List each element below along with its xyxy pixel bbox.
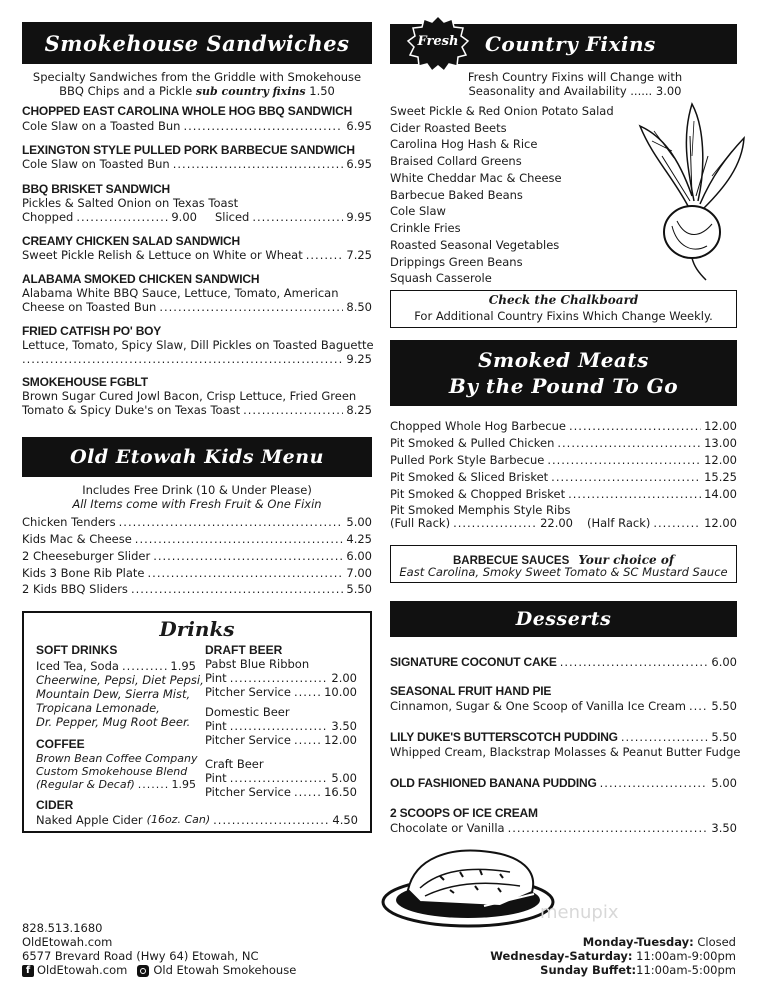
meat-price: 13.00 <box>704 436 737 450</box>
hours-days: Sunday Buffet: <box>540 963 637 977</box>
beer-pitcher-row <box>205 785 357 799</box>
sandwiches-title: Smokehouse Sandwiches <box>44 30 350 56</box>
dessert-row <box>390 776 737 790</box>
sandwich-price: 8.25 <box>346 403 372 417</box>
dessert-row <box>390 655 737 669</box>
beer-name: Pabst Blue Ribbon <box>205 657 310 671</box>
dessert-desc: Whipped Cream, Blackstrap Molasses & Peanut Butter Fudge <box>390 745 741 759</box>
cider-heading: CIDER <box>36 798 74 812</box>
dessert-row <box>390 730 737 744</box>
beer-pint: Pint <box>205 771 227 785</box>
sandwich-name: FRIED CATFISH PO' BOY <box>22 324 162 338</box>
sandwich-desc: Pickles & Salted Onion on Texas Toast <box>22 196 239 210</box>
sandwich-row <box>22 248 372 262</box>
sandwiches-intro-line2-wrap <box>22 84 372 99</box>
kids-item-price: 7.00 <box>346 566 372 580</box>
sandwich-option: Sliced <box>214 210 250 224</box>
soft-drinks-heading: SOFT DRINKS <box>36 643 118 657</box>
chalkboard-text: For Additional Country Fixins Which Change Weekly. <box>414 309 713 323</box>
cider-row <box>36 813 358 827</box>
kids-item-price: 6.00 <box>346 549 372 563</box>
fixins-note1: Fresh Country Fixins will Change with <box>467 70 683 84</box>
sandwich-name: LEXINGTON STYLE PULLED PORK BARBECUE SANDWICH <box>22 143 355 157</box>
hours-time: 11:00am-9:00pm <box>636 949 736 963</box>
beer-pint-price: 3.50 <box>331 719 357 733</box>
meat-item <box>390 487 737 501</box>
fixins-notes <box>420 70 730 98</box>
coffee-line: Custom Smokehouse Blend <box>36 765 188 778</box>
kids-item <box>22 515 372 529</box>
kids-item-price: 5.50 <box>346 582 372 596</box>
ribs-full-price: 22.00 <box>540 516 573 530</box>
sandwich-price: 8.50 <box>346 300 372 314</box>
kids-item <box>22 532 372 546</box>
dessert-row <box>390 821 737 835</box>
ribs-half: (Half Rack) <box>587 516 651 530</box>
beer-pitcher-price: 12.00 <box>324 733 357 747</box>
fresh-label: Fresh <box>417 34 459 49</box>
meat-item <box>390 419 737 433</box>
fixin-item: Squash Casserole <box>390 271 492 285</box>
sandwich-name: CHOPPED EAST CAROLINA WHOLE HOG BBQ SANDWICH <box>22 104 353 118</box>
fixin-item: Cider Roasted Beets <box>390 121 507 135</box>
fixin-item: Roasted Seasonal Vegetables <box>390 238 560 252</box>
fixin-item: Barbecue Baked Beans <box>390 188 523 202</box>
meat-name: Pit Smoked & Pulled Chicken <box>390 436 555 450</box>
sandwiches-banner <box>22 22 372 64</box>
beer-pint-price: 5.00 <box>331 771 357 785</box>
soft-drinks-list: Mountain Dew, Sierra Mist, <box>36 687 191 701</box>
kids-item <box>22 549 372 563</box>
sandwich-name: BBQ BRISKET SANDWICH <box>22 182 170 196</box>
instagram-icon[interactable] <box>137 965 149 977</box>
footer-website[interactable]: OldEtowah.com <box>22 935 113 949</box>
dessert-price: 5.00 <box>711 776 737 790</box>
soft-drinks-list: Tropicana Lemonade, <box>36 701 160 715</box>
meat-price: 12.00 <box>704 419 737 433</box>
coffee-row <box>36 778 196 792</box>
pie-illustration <box>380 840 560 930</box>
sauces-choice: Your choice of <box>578 553 675 567</box>
beer-name: Craft Beer <box>205 757 264 771</box>
meat-name: Pulled Pork Style Barbecue <box>390 453 545 467</box>
sandwiches-intro-price: 1.50 <box>309 84 335 98</box>
ribs-half-price: 12.00 <box>704 516 737 530</box>
cider-price: 4.50 <box>332 813 358 827</box>
sandwich-row <box>22 157 372 171</box>
dessert-price: 6.00 <box>711 655 737 669</box>
dessert-price: 5.50 <box>711 730 737 744</box>
kids-item <box>22 582 372 596</box>
sandwiches-intro-sub: sub country fixins <box>195 85 306 98</box>
meat-price: 14.00 <box>704 487 737 501</box>
coffee-price: 1.95 <box>171 778 196 791</box>
beer-pint-row <box>205 719 357 733</box>
soft-drinks-row <box>36 659 196 673</box>
dessert-name: OLD FASHIONED BANANA PUDDING <box>390 776 597 790</box>
soft-drinks-price: 1.95 <box>170 659 196 673</box>
sandwich-price: 9.95 <box>346 210 372 224</box>
dessert-name: SEASONAL FRUIT HAND PIE <box>390 684 552 698</box>
dessert-price: 3.50 <box>711 821 737 835</box>
sandwich-desc: Alabama White BBQ Sauce, Lettuce, Tomato, American <box>22 286 339 300</box>
sandwiches-intro-line2: BBQ Chips and a Pickle <box>59 84 193 98</box>
footer-phone[interactable]: 828.513.1680 <box>22 921 103 935</box>
sandwich-row <box>22 352 372 366</box>
soft-drinks-list: Cheerwine, Pepsi, Diet Pepsi, <box>36 673 204 687</box>
soft-drinks-list: Dr. Pepper, Mug Root Beer. <box>36 715 191 729</box>
desserts-banner <box>390 601 737 637</box>
sandwich-desc: Lettuce, Tomato, Spicy Slaw, Dill Pickles on Toasted Baguette <box>22 338 374 352</box>
fixins-note2-wrap: Seasonality and Availability ...... 3.00 <box>468 84 682 98</box>
dessert-desc: Cinnamon, Sugar & One Scoop of Vanilla Ice Cream <box>390 699 686 713</box>
facebook-icon[interactable]: f <box>22 965 34 977</box>
kids-item-name: 2 Cheeseburger Slider <box>22 549 151 563</box>
sandwich-price: 9.00 <box>171 210 197 224</box>
beet-illustration <box>632 96 750 282</box>
ribs-full: (Full Rack) <box>390 516 451 530</box>
dessert-name: 2 SCOOPS OF ICE CREAM <box>390 806 538 820</box>
hours-row <box>490 950 736 963</box>
chalkboard-title: Check the Chalkboard <box>488 293 639 307</box>
sandwich-price: 6.95 <box>346 119 372 133</box>
cider-name: Naked Apple Cider <box>36 813 143 827</box>
sandwich-name: ALABAMA SMOKED CHICKEN SANDWICH <box>22 272 260 286</box>
sandwich-desc: Brown Sugar Cured Jowl Bacon, Crisp Lettuce, Fried Green <box>22 389 357 403</box>
beer-pint-row <box>205 771 357 785</box>
dessert-desc: Chocolate or Vanilla <box>390 821 505 835</box>
beer-name: Domestic Beer <box>205 705 290 719</box>
sauces-list: East Carolina, Smoky Sweet Tomato & SC Mustard Sauce <box>399 565 728 579</box>
kids-notes <box>22 483 372 511</box>
kids-item-name: 2 Kids BBQ Sliders <box>22 582 128 596</box>
fixins-note2: Seasonality and Availability <box>468 84 627 98</box>
fixin-item: Braised Collard Greens <box>390 154 522 168</box>
beer-pitcher: Pitcher Service <box>205 785 291 799</box>
beer-pitcher: Pitcher Service <box>205 685 291 699</box>
meats-banner <box>390 340 737 406</box>
kids-item-price: 5.00 <box>346 515 372 529</box>
beer-pitcher: Pitcher Service <box>205 733 291 747</box>
hours-days: Wednesday-Saturday: <box>490 949 633 963</box>
fixin-item: White Cheddar Mac & Cheese <box>390 171 562 185</box>
sandwich-price: 6.95 <box>346 157 372 171</box>
meat-item <box>390 470 737 484</box>
kids-banner <box>22 437 372 477</box>
fixin-item: Cole Slaw <box>390 204 446 218</box>
fixin-item: Sweet Pickle & Red Onion Potato Salad <box>390 104 614 118</box>
draft-beer-heading: DRAFT BEER <box>205 643 283 657</box>
beer-pint: Pint <box>205 671 227 685</box>
kids-title: Old Etowah Kids Menu <box>70 446 324 468</box>
kids-item-name: Chicken Tenders <box>22 515 116 529</box>
facebook-link[interactable]: OldEtowah.com <box>37 963 128 977</box>
beer-pitcher-price: 10.00 <box>324 685 357 699</box>
sandwich-option: Chopped <box>22 210 74 224</box>
meat-item <box>390 453 737 467</box>
sandwich-desc: Sweet Pickle Relish & Lettuce on White or Wheat <box>22 248 303 262</box>
sandwich-row <box>22 119 372 133</box>
sandwich-row <box>22 403 372 417</box>
ribs-row <box>390 516 737 530</box>
hours-row <box>540 964 736 977</box>
coffee-line: (Regular & Decaf) <box>36 778 135 791</box>
dessert-row <box>390 699 737 713</box>
sandwiches-intro-line1: Specialty Sandwiches from the Griddle with Smokehouse <box>32 70 362 84</box>
fixin-item: Crinkle Fries <box>390 221 461 235</box>
sandwich-row <box>22 210 372 224</box>
kids-item <box>22 566 372 580</box>
fresh-badge <box>406 14 470 74</box>
beer-pitcher-row <box>205 733 357 747</box>
drinks-title: Drinks <box>159 617 235 641</box>
coffee-heading: COFFEE <box>36 737 85 751</box>
sandwich-desc: Cheese on Toasted Bun <box>22 300 157 314</box>
sandwich-desc: Cole Slaw on a Toasted Bun <box>22 119 181 133</box>
fixin-item: Carolina Hog Hash & Rice <box>390 137 538 151</box>
meats-title-line2: By the Pound To Go <box>448 374 679 398</box>
kids-note2: All Items come with Fresh Fruit & One Fixin <box>72 497 322 511</box>
ribs-name: Pit Smoked Memphis Style Ribs <box>390 503 571 517</box>
beer-pitcher-row <box>205 685 357 699</box>
meat-name: Pit Smoked & Sliced Brisket <box>390 470 549 484</box>
soft-drinks-line: Iced Tea, Soda <box>36 659 119 673</box>
hours-row <box>583 936 736 949</box>
kids-item-name: Kids Mac & Cheese <box>22 532 132 546</box>
beer-pitcher-price: 16.50 <box>324 785 357 799</box>
sandwich-desc: Tomato & Spicy Duke's on Texas Toast <box>22 403 241 417</box>
meats-title-line1: Smoked Meats <box>478 348 649 372</box>
footer-social <box>22 964 296 977</box>
footer-address: 6577 Brevard Road (Hwy 64) Etowah, NC <box>22 949 259 963</box>
dessert-price: 5.50 <box>711 699 737 713</box>
hours-time: 11:00am-5:00pm <box>636 963 736 977</box>
meat-price: 12.00 <box>704 453 737 467</box>
cider-size: (16oz. Can) <box>146 813 211 826</box>
meat-name: Pit Smoked & Chopped Brisket <box>390 487 566 501</box>
kids-item-name: Kids 3 Bone Rib Plate <box>22 566 145 580</box>
kids-note1: Includes Free Drink (10 & Under Please) <box>82 483 312 497</box>
meat-price: 15.25 <box>704 470 737 484</box>
fixins-title: Country Fixins <box>485 32 656 56</box>
watermark: menupix <box>540 902 619 923</box>
sandwiches-intro <box>22 70 372 99</box>
sauces-title: BARBECUE SAUCES <box>452 555 570 567</box>
meat-item <box>390 436 737 450</box>
desserts-title: Desserts <box>515 608 612 630</box>
sandwich-price: 9.25 <box>346 352 372 366</box>
hours-time: Closed <box>697 935 736 949</box>
meat-name: Chopped Whole Hog Barbecue <box>390 419 566 433</box>
beer-pint: Pint <box>205 719 227 733</box>
sandwich-price: 7.25 <box>346 248 372 262</box>
fixin-item: Drippings Green Beans <box>390 255 523 269</box>
sandwich-row <box>22 300 372 314</box>
instagram-link[interactable]: Old Etowah Smokehouse <box>153 963 297 977</box>
beer-pint-row <box>205 671 357 685</box>
dessert-name: SIGNATURE COCONUT CAKE <box>390 655 557 669</box>
kids-item-price: 4.25 <box>346 532 372 546</box>
dessert-name: LILY DUKE'S BUTTERSCOTCH PUDDING <box>390 730 618 744</box>
sandwich-desc: Cole Slaw on Toasted Bun <box>22 157 170 171</box>
fixins-price: 3.00 <box>655 84 682 98</box>
sandwich-name: SMOKEHOUSE FGBLT <box>22 375 148 389</box>
sandwich-name: CREAMY CHICKEN SALAD SANDWICH <box>22 234 240 248</box>
hours-days: Monday-Tuesday: <box>582 935 694 949</box>
coffee-line: Brown Bean Coffee Company <box>36 752 198 765</box>
beer-pint-price: 2.00 <box>331 671 357 685</box>
